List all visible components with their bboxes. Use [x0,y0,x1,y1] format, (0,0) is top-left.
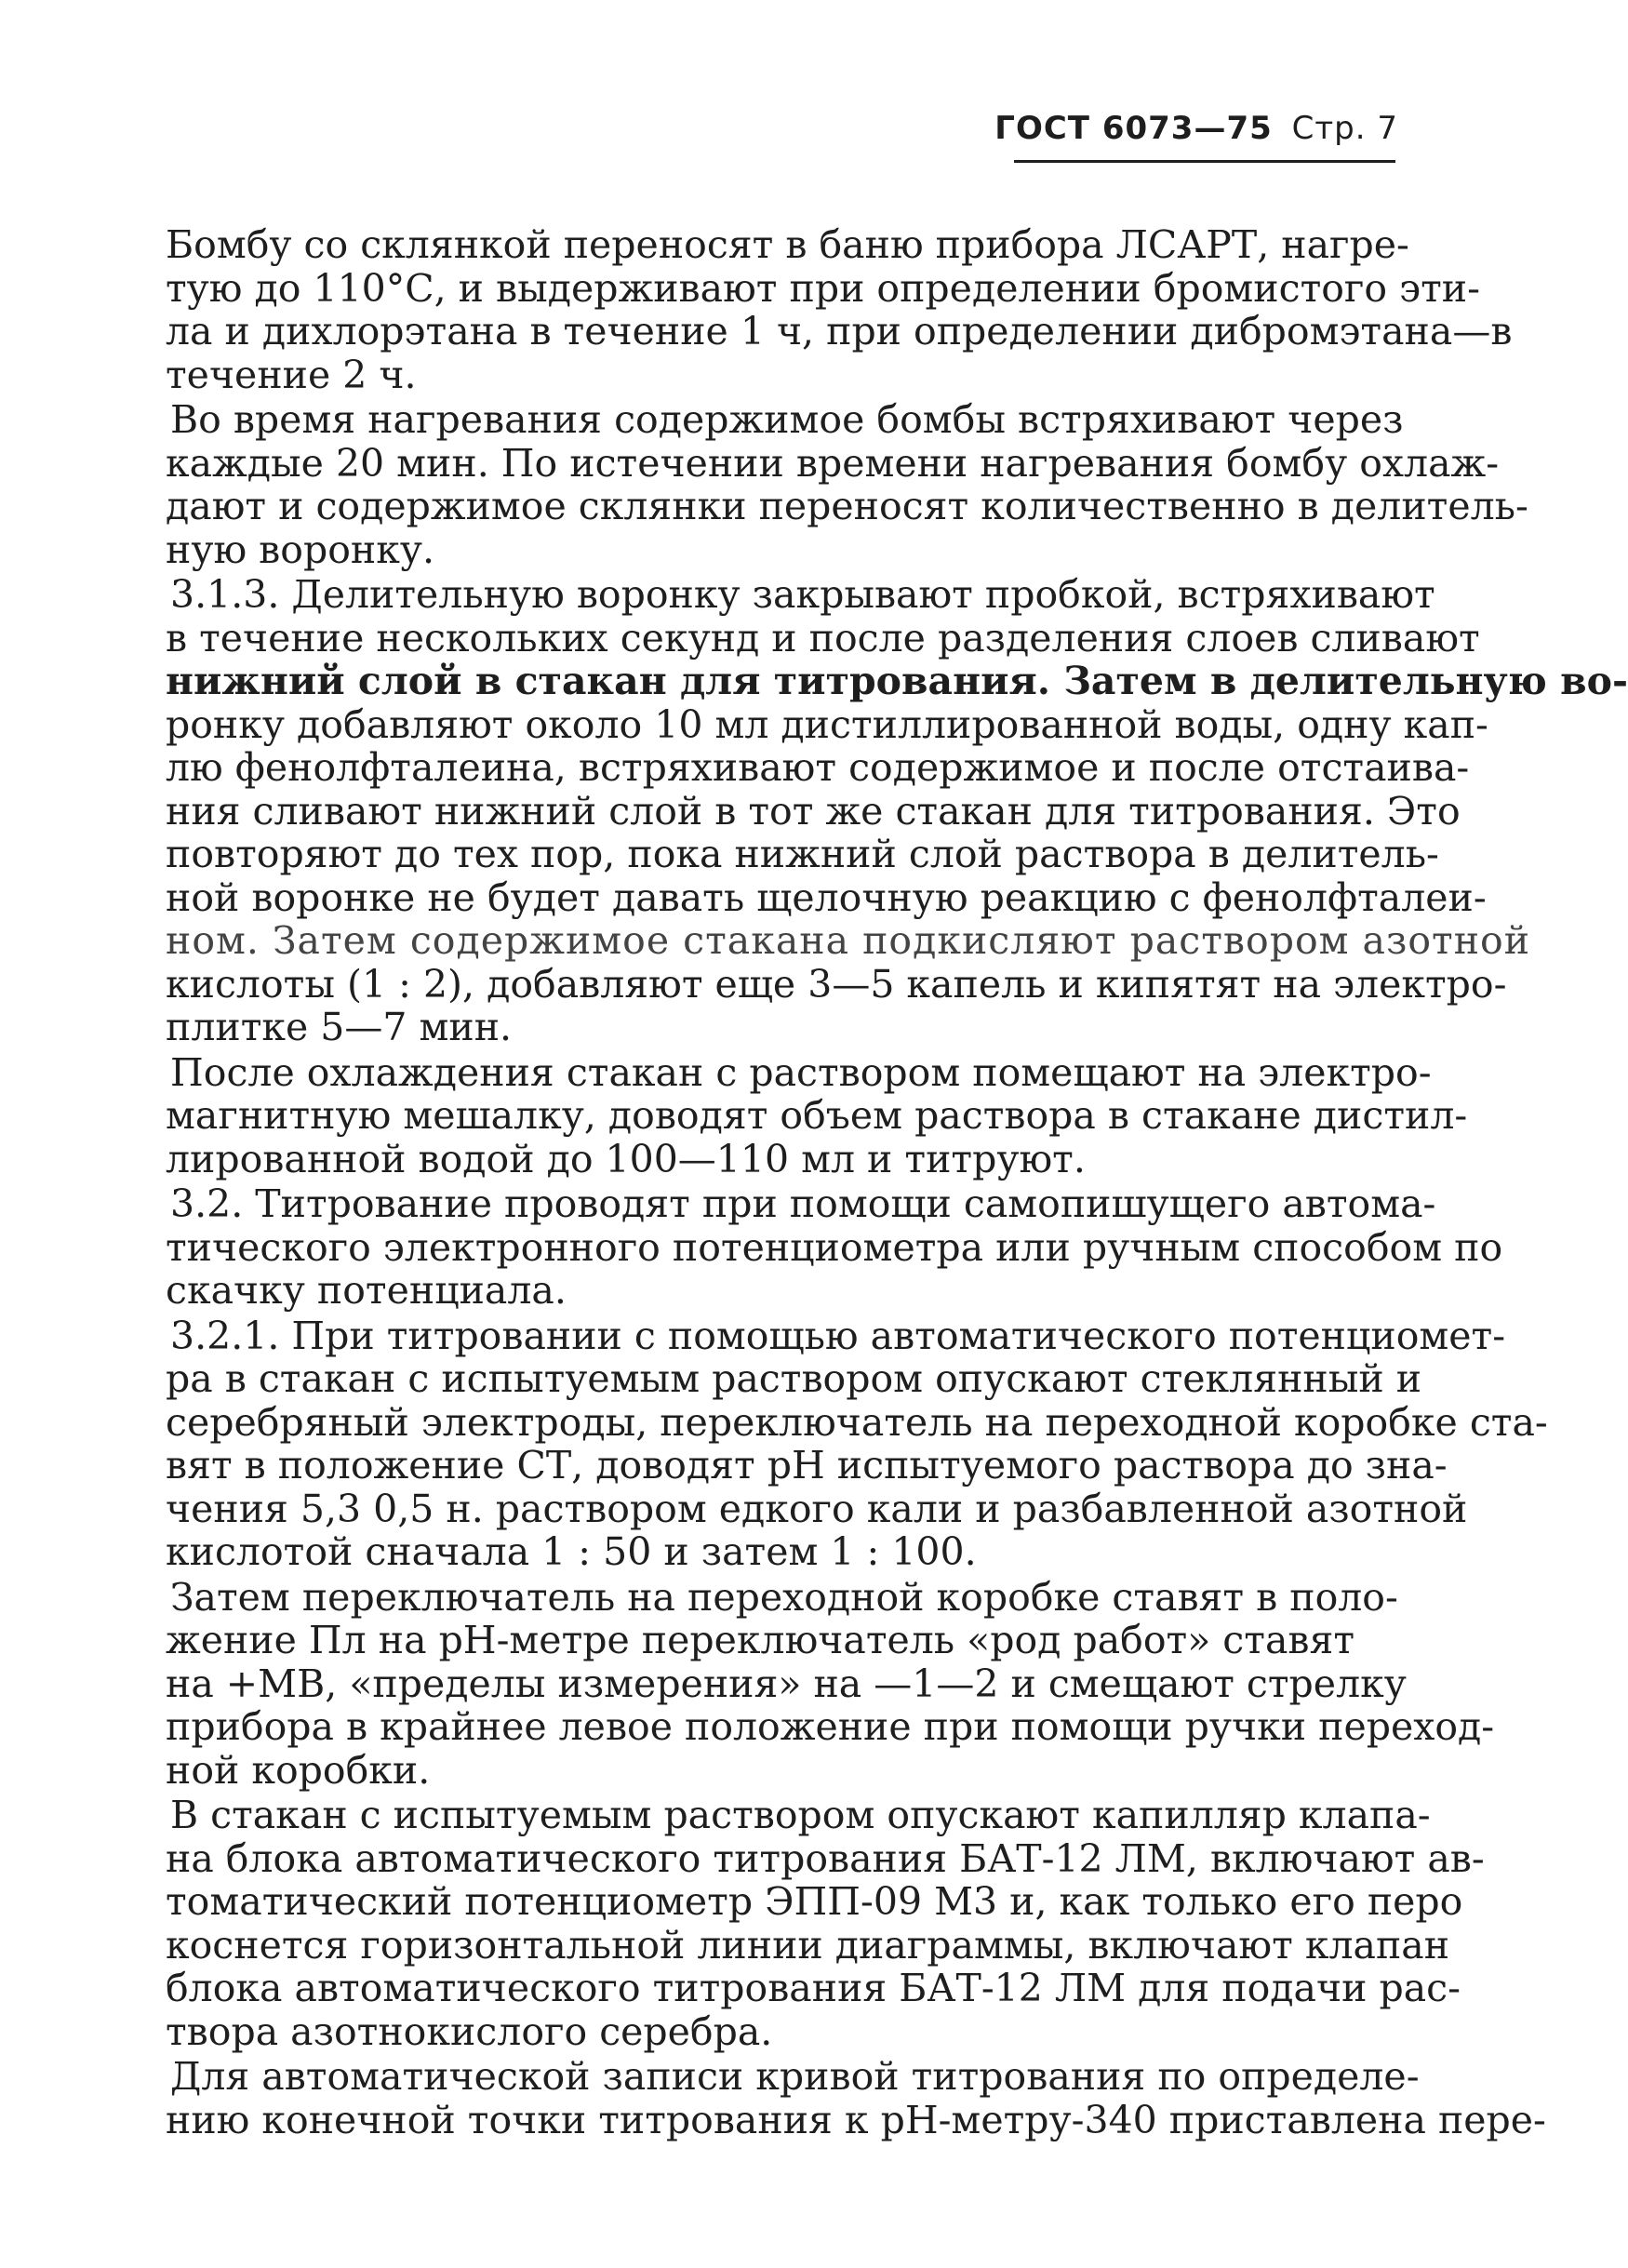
text-line: блока автоматического титрования БАТ-12 ЛМ для подачи рас- [166,1966,1461,2010]
text-line: ронку добавляют около 10 мл дистиллированной воды, одну кап- [166,701,1488,747]
text-line: Во время нагревания содержимое бомбы встряхивают через [170,397,1404,442]
text-line: тического электронного потенциометра или ручным способом по [166,1224,1503,1270]
text-line: Затем переключатель на переходной коробке ставят в поло- [170,1574,1398,1620]
paragraph [166,1049,1468,1181]
text-line: дают и содержимое склянки переносят количественно в делитель- [166,484,1528,528]
text-line: тую до 110°С, и выдерживают при определении бромистого эти- [166,265,1480,311]
header-rule [1014,160,1395,163]
document-body [166,222,1628,2143]
text-line: ном. Затем содержимое стакана подкисляют раствором азотной [166,918,1531,963]
text-line: повторяют до тех пор, пока нижний слой раствора в делитель- [166,832,1439,876]
text-line: кислоты (1 : 2), добавляют еще 3—5 капель и кипятят на электро- [166,961,1507,1007]
text-line: В стакан с испытуемым раствором опускают капилляр клапа- [170,1793,1431,1837]
paragraph [166,1313,1548,1574]
text-line: твора азотнокислого серебра. [166,2008,773,2054]
text-line: 3.2.1. При титровании с помощью автоматического потенциомет- [170,1313,1506,1358]
text-line: в течение нескольких секунд и после разделения слоев сливают [166,615,1480,660]
text-line: ра в стакан с испытуемым раствором опускают стеклянный и [166,1356,1422,1401]
text-line: чения 5,3 0,5 н. раствором едкого кали и разбавленной азотной [166,1486,1468,1531]
text-line: на +МВ, «пределы измерения» на —1—2 и смещают стрелку [166,1661,1407,1706]
standard-number: ГОСТ 6073—75 [994,110,1273,147]
page-header [994,110,1398,147]
paragraph [166,572,1628,1049]
text-line: ла и дихлорэтана в течение 1 ч, при определении дибромэтана—в [166,309,1513,354]
text-line: течение 2 ч. [166,352,417,397]
text-line: томатический потенциометр ЭПП-09 М3 и, как только его перо [166,1879,1463,1924]
text-line: ной воронке не будет давать щелочную реакцию с фенолфталеи- [166,874,1487,920]
paragraph [166,1793,1485,2054]
text-line: плитке 5—7 мин. [166,1005,513,1049]
text-line: ной коробки. [166,1747,431,1793]
paragraph [166,1574,1495,1793]
text-line: лированной водой до 100—110 мл и титруют. [166,1136,1086,1181]
text-line: ную воронку. [166,527,434,572]
text-line: нию конечной точки титрования к pH-метру-340 приставлена пере- [166,2097,1546,2142]
paragraph [166,222,1513,397]
page-number: Стр. 7 [1291,110,1398,147]
paragraph [166,1181,1503,1313]
text-line: жение Пл на pH-метре переключатель «род работ» ставят [166,1618,1355,1662]
text-line: прибора в крайнее левое положение при помощи ручки переход- [166,1704,1495,1749]
text-line: коснется горизонтальной линии диаграммы, включают клапан [166,1922,1450,1968]
text-line: вят в положение СТ, доводят pH испытуемого раствора до зна- [166,1443,1448,1488]
text-line: лю фенолфталеина, встряхивают содержимое и после отстаива- [166,745,1470,790]
text-line: После охлаждения стакан с раствором помещают на электро- [170,1049,1432,1095]
text-line: 3.2. Титрование проводят при помощи самопишущего автома- [170,1181,1436,1226]
text-line: нижний слой в стакан для титрования. Затем в делительную во- [166,659,1628,703]
text-line: скачку потенциала. [166,1268,567,1313]
paragraph [166,397,1528,572]
text-line: 3.1.3. Делительную воронку закрывают пробкой, встряхивают [170,572,1435,617]
text-line: каждые 20 мин. По истечении времени нагревания бомбу охлаж- [166,440,1500,486]
text-line: серебряный электроды, переключатель на переходной коробке ста- [166,1399,1548,1445]
text-line: на блока автоматического титрования БАТ-12 ЛМ, включают ав- [166,1835,1485,1881]
text-line: Для автоматической записи кривой титрования по определе- [170,2054,1420,2099]
text-line: ния сливают нижний слой в тот же стакан для титрования. Это [166,788,1461,834]
paragraph [166,2054,1546,2142]
text-line: магнитную мешалку, доводят объем раствора в стакане дистил- [166,1093,1468,1138]
text-line: Бомбу со склянкой переносят в баню прибора ЛСАРТ, нагре- [166,222,1409,267]
text-line: кислотой сначала 1 : 50 и затем 1 : 100. [166,1529,977,1574]
